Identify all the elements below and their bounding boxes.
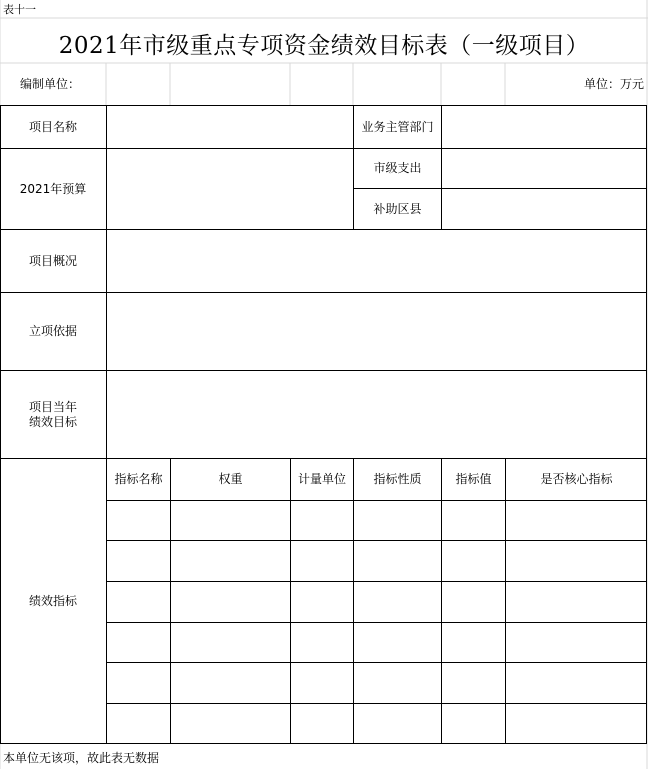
table-row[interactable] <box>107 501 647 540</box>
compile-unit-label: 编制单位： <box>20 77 81 91</box>
header-value: 指标值 <box>455 472 492 486</box>
table-number: 表十一 <box>3 2 36 16</box>
footer-note: 本单位无该项，故此表无数据 <box>3 750 160 765</box>
table-row[interactable] <box>107 582 647 622</box>
header-unit: 计量单位 <box>297 472 346 486</box>
indicators-label: 绩效指标 <box>28 593 77 608</box>
overview-label: 项目概况 <box>28 253 77 268</box>
table-row[interactable] <box>107 704 647 743</box>
overview-value[interactable] <box>107 230 647 292</box>
annual-goal-label: 项目当年 绩效目标 <box>28 399 77 429</box>
table-row[interactable] <box>107 663 647 703</box>
header-indicator-name: 指标名称 <box>114 472 163 486</box>
budget-label: 2021年预算 <box>19 181 87 196</box>
annual-goal-value[interactable] <box>107 371 647 458</box>
header-weight: 权重 <box>218 472 243 486</box>
city-expense-label: 市级支出 <box>373 161 422 175</box>
basis-value[interactable] <box>107 293 647 370</box>
page-title: 2021年市级重点专项资金绩效目标表（一级项目） <box>58 32 590 59</box>
project-name-label: 项目名称 <box>28 119 77 134</box>
table-row[interactable] <box>107 623 647 662</box>
unit-label: 单位：万元 <box>583 77 644 91</box>
city-expense-value[interactable] <box>442 149 647 188</box>
project-name-value[interactable] <box>107 106 353 148</box>
budget-value[interactable] <box>107 149 353 229</box>
dept-value[interactable] <box>442 106 647 148</box>
dept-label: 业务主管部门 <box>361 119 434 134</box>
header-is-core: 是否核心指标 <box>540 472 613 486</box>
basis-label: 立项依据 <box>28 324 77 338</box>
header-nature: 指标性质 <box>373 472 422 486</box>
table-row[interactable] <box>107 541 647 581</box>
subsidy-value[interactable] <box>442 189 647 229</box>
subsidy-label: 补助区县 <box>373 201 422 216</box>
